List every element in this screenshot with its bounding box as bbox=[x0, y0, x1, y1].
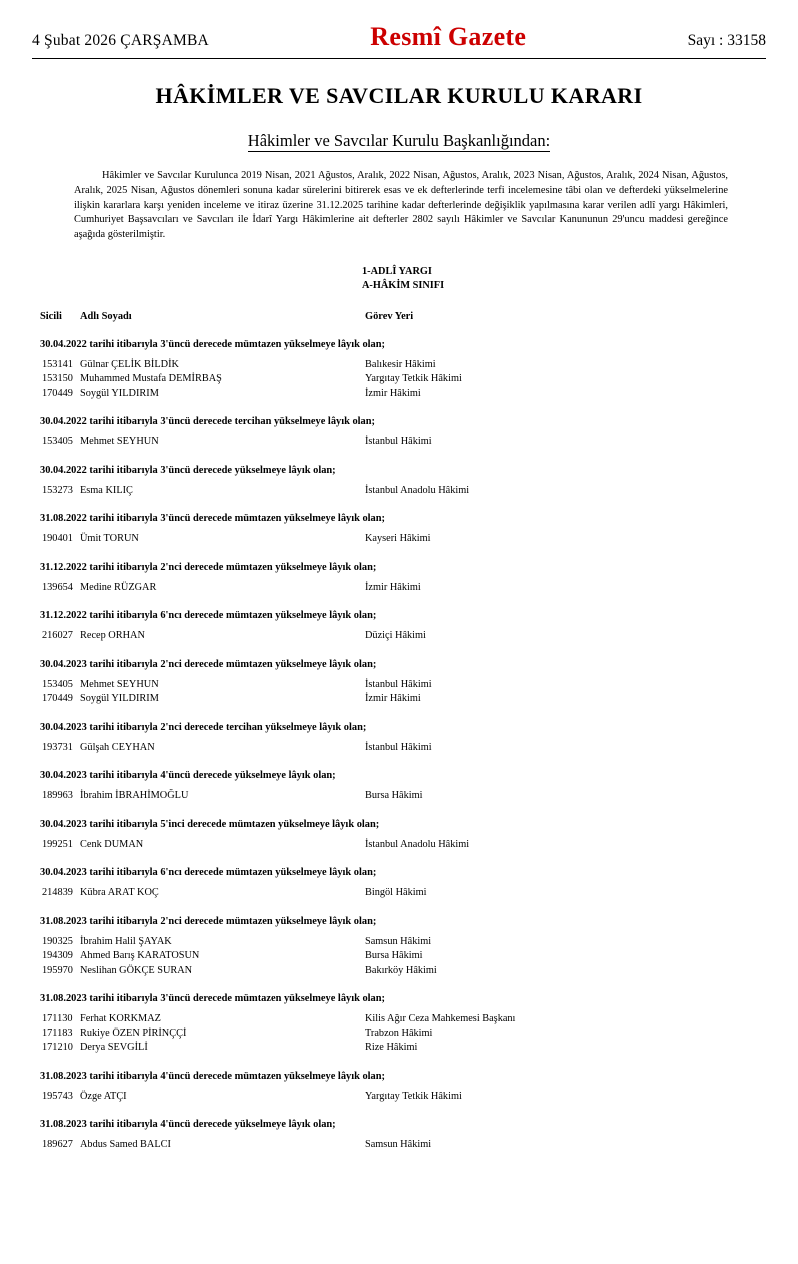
row-name: Recep ORHAN bbox=[80, 630, 145, 642]
promotion-group bbox=[32, 993, 766, 1057]
row-duty: Rize Hâkimi bbox=[365, 1042, 418, 1054]
row-duty: İstanbul Anadolu Hâkimi bbox=[365, 838, 470, 850]
row-sicil: 190325 bbox=[42, 935, 73, 947]
row-duty: Yargıtay Tetkik Hâkimi bbox=[365, 373, 462, 385]
row-sicil: 153141 bbox=[42, 358, 73, 370]
row-sicil: 171130 bbox=[42, 1013, 73, 1025]
row-sicil: 190401 bbox=[42, 533, 73, 545]
row-sicil: 199251 bbox=[42, 838, 73, 850]
table-row bbox=[32, 582, 766, 597]
column-header-sicil: Sicili bbox=[40, 310, 62, 322]
row-name: İbrahim İBRAHİMOĞLU bbox=[80, 790, 189, 802]
masthead bbox=[32, 22, 766, 59]
row-name: Mehmet SEYHUN bbox=[80, 678, 159, 690]
row-sicil: 153150 bbox=[42, 373, 73, 385]
row-name: Derya SEVGİLİ bbox=[80, 1042, 148, 1054]
row-name: Esma KILIÇ bbox=[80, 484, 133, 496]
promotion-group-title: 31.08.2022 tarihi itibarıyla 3'üncü derecede mümtazen yükselmeye lâyık olan; bbox=[40, 513, 385, 525]
row-duty: Kayseri Hâkimi bbox=[365, 533, 431, 545]
page-title: HÂKİMLER VE SAVCILAR KURULU KARARI bbox=[155, 83, 643, 108]
section-heading-line-1: 1-ADLÎ YARGI bbox=[362, 265, 432, 277]
masthead-date: 4 Şubat 2026 ÇARŞAMBA bbox=[32, 32, 209, 49]
row-duty: İzmir Hâkimi bbox=[365, 387, 421, 399]
promotion-group-title: 31.12.2022 tarihi itibarıyla 6'ncı derecede mümtazen yükselmeye lâyık olan; bbox=[40, 610, 377, 622]
row-duty: Samsun Hâkimi bbox=[365, 935, 432, 947]
row-name: Abdus Samed BALCI bbox=[80, 1139, 171, 1151]
promotion-group-title: 31.08.2023 tarihi itibarıyla 2'nci derecede mümtazen yükselmeye lâyık olan; bbox=[40, 915, 377, 927]
table-row bbox=[32, 965, 766, 980]
promotion-group bbox=[32, 416, 766, 451]
column-header-duty: Görev Yeri bbox=[365, 310, 414, 322]
table-row bbox=[32, 1013, 766, 1028]
promotion-group bbox=[32, 610, 766, 645]
row-sicil: 153405 bbox=[42, 436, 73, 448]
row-name: Ferhat KORKMAZ bbox=[80, 1013, 161, 1025]
row-name: Ümit TORUN bbox=[80, 533, 139, 545]
table-row bbox=[32, 533, 766, 548]
row-sicil: 195970 bbox=[42, 964, 73, 976]
document-subtitle-text: Hâkimler ve Savcılar Kurulu Başkanlığından: bbox=[247, 131, 551, 150]
table-row bbox=[32, 887, 766, 902]
row-name: Cenk DUMAN bbox=[80, 838, 144, 850]
row-sicil: 216027 bbox=[42, 630, 73, 642]
promotion-group bbox=[32, 1119, 766, 1154]
promotion-group-title: 30.04.2023 tarihi itibarıyla 4'üncü derecede yükselmeye lâyık olan; bbox=[40, 770, 336, 782]
row-name: Kübra ARAT KOÇ bbox=[80, 887, 159, 899]
row-name: Gülşah CEYHAN bbox=[80, 741, 155, 753]
row-duty: Bursa Hâkimi bbox=[365, 790, 423, 802]
promotion-group-title: 30.04.2022 tarihi itibarıyla 3'üncü derecede yükselmeye lâyık olan; bbox=[40, 464, 336, 476]
promotion-group bbox=[32, 659, 766, 708]
promotion-group-title: 31.08.2023 tarihi itibarıyla 4'üncü derecede mümtazen yükselmeye lâyık olan; bbox=[40, 1070, 385, 1082]
row-sicil: 195743 bbox=[42, 1090, 73, 1102]
table-row bbox=[32, 373, 766, 388]
table-row bbox=[32, 693, 766, 708]
promotion-group bbox=[32, 562, 766, 597]
promotion-group-title: 30.04.2023 tarihi itibarıyla 2'nci derecede tercihan yükselmeye lâyık olan; bbox=[40, 721, 367, 733]
promotion-group-title: 31.12.2022 tarihi itibarıyla 2'nci derecede mümtazen yükselmeye lâyık olan; bbox=[40, 561, 377, 573]
row-duty: Bingöl Hâkimi bbox=[365, 887, 427, 899]
row-sicil: 171210 bbox=[42, 1042, 73, 1054]
promotion-group-title: 30.04.2023 tarihi itibarıyla 5'inci derecede mümtazen yükselmeye lâyık olan; bbox=[40, 818, 380, 830]
row-duty: Bakırköy Hâkimi bbox=[365, 964, 437, 976]
table-row bbox=[32, 630, 766, 645]
row-sicil: 194309 bbox=[42, 950, 73, 962]
row-duty: Samsun Hâkimi bbox=[365, 1139, 432, 1151]
row-name: İbrahim Halil ŞAYAK bbox=[80, 935, 172, 947]
promotion-group-title: 30.04.2023 tarihi itibarıyla 6'ncı derecede mümtazen yükselmeye lâyık olan; bbox=[40, 867, 377, 879]
promotion-group bbox=[32, 339, 766, 403]
promotion-group bbox=[32, 465, 766, 500]
row-name: Mehmet SEYHUN bbox=[80, 436, 159, 448]
table-row bbox=[32, 1091, 766, 1106]
table-row bbox=[32, 742, 766, 757]
row-name: Neslihan GÖKÇE SURAN bbox=[80, 964, 193, 976]
table-row bbox=[32, 679, 766, 694]
table-row bbox=[32, 839, 766, 854]
row-name: Ahmed Barış KARATOSUN bbox=[80, 950, 200, 962]
section-heading-line-2: A-HÂKİM SINIFI bbox=[362, 279, 445, 291]
promotion-group bbox=[32, 1071, 766, 1106]
table-row bbox=[32, 436, 766, 451]
row-duty: Yargıtay Tetkik Hâkimi bbox=[365, 1090, 462, 1102]
promotion-group bbox=[32, 916, 766, 980]
row-name: Medine RÜZGAR bbox=[80, 581, 157, 593]
row-sicil: 170449 bbox=[42, 387, 73, 399]
table-row bbox=[32, 1028, 766, 1043]
row-duty: İzmir Hâkimi bbox=[365, 581, 421, 593]
section-heading bbox=[32, 265, 766, 293]
row-duty: İzmir Hâkimi bbox=[365, 693, 421, 705]
intro-paragraph: Hâkimler ve Savcılar Kurulunca 2019 Nisan, 2021 Ağustos, Aralık, 2022 Nisan, Ağustos, Aralık, 2023 Nisan, Ağustos, Aralık, 2024 Nisan, Ağustos, Aralık, 2025 Nisan, Ağustos dönemleri sonuna kadar sürelerini bitirerek esas ve ek defterlerinde terfi incelemesine tâbi olan ve defterdeki yükselmelerine ilişkin kararlara karşı yeniden inceleme ve itiraz üzerine 31.12.2025 tarihine kadar defterlerinde değişiklik yapılmasına karar verilen adlî yargı Hâkimleri, Cumhuriyet Başsavcıları ve Savcıları ile İdarî Yargı Hâkimlerine ait defterler 2802 sayılı Hâkimler ve Savcılar Kanununun 29'uncu maddesi gereğince aşağıda gösterilmiştir. bbox=[74, 170, 728, 241]
row-sicil: 193731 bbox=[42, 741, 73, 753]
masthead-title: Resmî Gazete bbox=[370, 22, 527, 51]
row-name: Muhammed Mustafa DEMİRBAŞ bbox=[80, 373, 222, 385]
table-row bbox=[32, 359, 766, 374]
promotion-group-title: 30.04.2022 tarihi itibarıyla 3'üncü derecede tercihan yükselmeye lâyık olan; bbox=[40, 416, 375, 428]
table-row bbox=[32, 1139, 766, 1154]
row-name: Rukiye ÖZEN PİRİNÇÇİ bbox=[80, 1027, 187, 1039]
row-sicil: 139654 bbox=[42, 581, 73, 593]
row-name: Soygül YILDIRIM bbox=[80, 693, 159, 705]
row-sicil: 189627 bbox=[42, 1139, 73, 1151]
table-row bbox=[32, 950, 766, 965]
row-sicil: 153273 bbox=[42, 484, 73, 496]
row-name: Özge ATÇI bbox=[80, 1090, 127, 1102]
promotion-groups bbox=[32, 339, 766, 1154]
masthead-issue-number: Sayı : 33158 bbox=[687, 32, 766, 49]
column-headers bbox=[32, 311, 766, 325]
promotion-group bbox=[32, 770, 766, 805]
promotion-group bbox=[32, 819, 766, 854]
promotion-group-title: 31.08.2023 tarihi itibarıyla 3'üncü derecede mümtazen yükselmeye lâyık olan; bbox=[40, 993, 385, 1005]
table-row bbox=[32, 388, 766, 403]
row-sicil: 170449 bbox=[42, 693, 73, 705]
row-sicil: 153405 bbox=[42, 678, 73, 690]
table-row bbox=[32, 790, 766, 805]
column-header-name: Adlı Soyadı bbox=[80, 310, 132, 322]
row-duty: Balıkesir Hâkimi bbox=[365, 358, 436, 370]
row-duty: İstanbul Hâkimi bbox=[365, 436, 432, 448]
table-row bbox=[32, 1042, 766, 1057]
row-duty: Trabzon Hâkimi bbox=[365, 1027, 433, 1039]
row-name: Gülnar ÇELİK BİLDİK bbox=[80, 358, 179, 370]
promotion-group-title: 30.04.2022 tarihi itibarıyla 3'üncü derecede mümtazen yükselmeye lâyık olan; bbox=[40, 338, 385, 350]
promotion-group bbox=[32, 722, 766, 757]
promotion-group bbox=[32, 513, 766, 548]
row-duty: İstanbul Anadolu Hâkimi bbox=[365, 484, 470, 496]
document-subtitle bbox=[32, 131, 766, 151]
table-row bbox=[32, 936, 766, 951]
row-duty: İstanbul Hâkimi bbox=[365, 741, 432, 753]
row-duty: Kilis Ağır Ceza Mahkemesi Başkanı bbox=[365, 1013, 516, 1025]
promotion-group bbox=[32, 867, 766, 902]
promotion-group-title: 30.04.2023 tarihi itibarıyla 2'nci derecede mümtazen yükselmeye lâyık olan; bbox=[40, 658, 377, 670]
promotion-group-title: 31.08.2023 tarihi itibarıyla 4'üncü derecede yükselmeye lâyık olan; bbox=[40, 1119, 336, 1131]
row-duty: Düziçi Hâkimi bbox=[365, 630, 426, 642]
row-sicil: 189963 bbox=[42, 790, 73, 802]
row-sicil: 214839 bbox=[42, 887, 73, 899]
row-sicil: 171183 bbox=[42, 1027, 73, 1039]
table-row bbox=[32, 485, 766, 500]
row-duty: İstanbul Hâkimi bbox=[365, 678, 432, 690]
row-duty: Bursa Hâkimi bbox=[365, 950, 423, 962]
row-name: Soygül YILDIRIM bbox=[80, 387, 159, 399]
